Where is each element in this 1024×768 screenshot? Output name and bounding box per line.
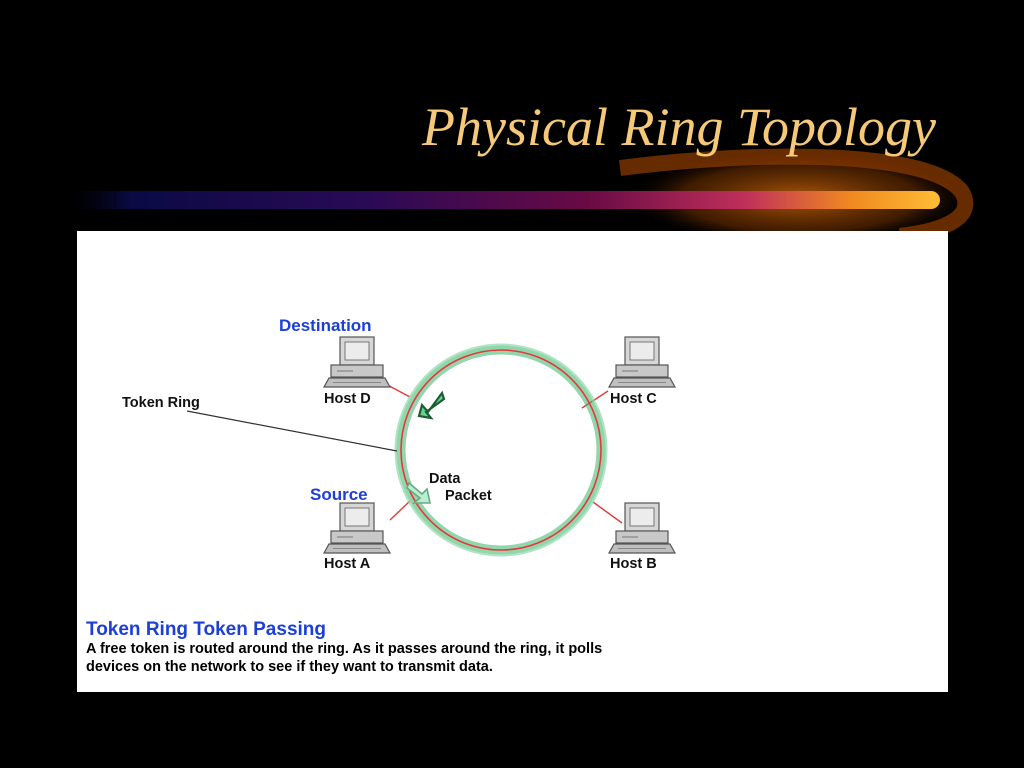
token-arrow-icon — [419, 393, 444, 418]
slide-title: Physical Ring Topology — [422, 97, 936, 157]
link-host-a — [390, 501, 410, 520]
caption-block — [86, 619, 926, 676]
caption-title: Token Ring Token Passing — [86, 619, 326, 640]
label-destination: Destination — [279, 316, 372, 335]
token-ring-pointer — [187, 411, 397, 451]
host-b-computer-icon — [609, 503, 675, 553]
diagram-panel — [77, 231, 948, 692]
label-host-d: Host D — [324, 391, 371, 407]
label-data: Data — [429, 471, 461, 487]
link-host-b — [593, 502, 622, 523]
label-packet: Packet — [445, 488, 492, 504]
host-a-computer-icon — [324, 503, 390, 553]
label-token-ring: Token Ring — [122, 395, 200, 411]
host-d-computer-icon — [324, 337, 390, 387]
caption-line-1: A free token is routed around the ring. As it passes around the ring, it polls — [86, 641, 603, 657]
host-c-computer-icon — [609, 337, 675, 387]
label-source: Source — [310, 485, 368, 504]
label-host-b: Host B — [610, 556, 657, 572]
label-host-a: Host A — [324, 556, 371, 572]
token-ring-circle — [401, 350, 601, 550]
label-host-c: Host C — [610, 391, 657, 407]
caption-line-2: devices on the network to see if they want to transmit data. — [86, 659, 493, 675]
